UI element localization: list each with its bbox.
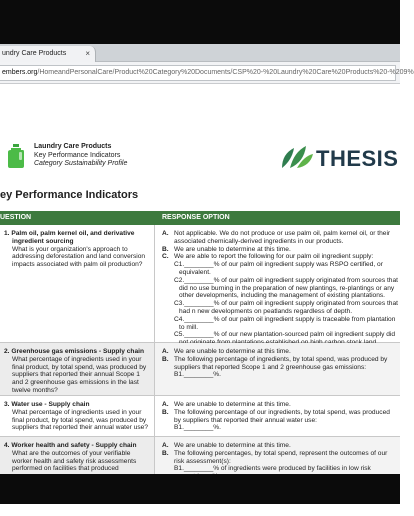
sub-option: C4.________% of our palm oil ingredient supply is traceable from plantation to mill.	[174, 315, 396, 331]
kpi-table	[0, 211, 400, 477]
sub-option: C5.________% of our new plantation-sourced palm oil ingredient supply did	[174, 331, 396, 339]
question-cell	[0, 225, 155, 342]
question-cell	[0, 343, 155, 395]
product-note: Category Sustainability Profile	[34, 160, 128, 167]
detergent-bottle-icon	[7, 144, 25, 168]
browser-address-bar	[0, 62, 414, 84]
response-cell	[155, 343, 400, 395]
response-option	[162, 450, 398, 466]
option-letter: B.	[162, 449, 169, 457]
product-subtitle: Key Performance Indicators	[34, 151, 121, 159]
bottom-margin	[0, 504, 400, 516]
response-option	[162, 230, 398, 246]
option-letter: A.	[162, 442, 169, 449]
option-letter: A.	[162, 230, 169, 237]
product-info	[34, 143, 127, 169]
option-letter: C.	[162, 253, 169, 261]
response-option	[162, 409, 398, 425]
option-text: We are unable to determine at this time.	[174, 401, 291, 408]
response-option	[162, 442, 398, 450]
sub-option: C2.________% of our palm oil ingredient supply originated from sources that did no use burning in the preparation of new plantings, re-plantings or any other developments, including the management of existing plantations.	[174, 276, 398, 300]
option-letter: B.	[162, 408, 169, 416]
response-cell	[155, 437, 400, 476]
option-text: We are unable to determine at this time.	[174, 245, 291, 253]
question-title: 3. Water use - Supply chain	[4, 401, 90, 408]
option-letter: B.	[162, 245, 169, 253]
device-bezel-top	[0, 0, 400, 44]
sub-option: C1.________% of our palm oil ingredient supply was RSPO certified, or equivalent.	[174, 261, 383, 276]
device-bezel-bottom	[0, 474, 400, 504]
close-icon[interactable]: ×	[85, 49, 90, 58]
page-margin	[0, 84, 400, 140]
option-letter: B.	[162, 355, 169, 363]
question-description: What is your organization's approach to addressing deforestation and land conversion impacts associated with palm oil production?	[12, 245, 146, 269]
logo-wordmark: THESIS	[316, 146, 399, 171]
option-text: The following percentage of ingredients, by total spend, was produced by suppliers that reported Scope 1 and 2 greenhouse gas emissions:	[174, 355, 388, 371]
response-cell	[155, 396, 400, 436]
sub-option: B1.________%.	[174, 371, 221, 379]
response-option	[162, 401, 398, 409]
question-title: 1. Palm oil, palm kernel oil, and derivative ingredient sourcing	[4, 230, 135, 245]
response-option	[162, 356, 398, 372]
question-title: 2. Greenhouse gas emissions - Supply chain	[4, 348, 144, 355]
question-description: What are the outcomes of your verifiable worker health and safety risk assessments performed on facilities that produced	[12, 449, 137, 473]
column-header-response: RESPONSE OPTION	[162, 214, 230, 221]
option-letter: A.	[162, 401, 169, 408]
sub-option: B1.________% of ingredients were produced by facilities in low risk	[174, 465, 371, 473]
table-header	[0, 211, 400, 225]
leaf-icon	[280, 144, 314, 170]
url-path: /HomeandPersonalCare/Product%20Category%20Documents/CSP%20-%20Laundry%20Care%20Products%20-%209%	[37, 69, 414, 76]
option-text: We are able to report the following for our palm oil ingredient supply:	[174, 253, 374, 261]
url-host: embers.org	[2, 69, 38, 76]
browser-tab-bar	[0, 44, 400, 62]
section-title: ey Performance Indicators	[0, 189, 139, 201]
option-text: We are unable to determine at this time.	[174, 348, 291, 355]
question-description: What percentage of ingredients used in your final product, by total spend, was produced by suppliers that reported their annual water use?	[12, 408, 148, 432]
table-row	[0, 225, 400, 343]
sub-option: B1.________%.	[174, 424, 221, 432]
option-text: The following percentages, by total spend, represent the outcomes of our risk assessment(s):	[174, 449, 388, 465]
column-header-question: UESTION	[0, 214, 32, 221]
question-cell	[0, 437, 155, 476]
url-input[interactable]	[0, 65, 414, 81]
sub-option: C3.________% of our palm oil ingredient supply originated from sources that had n new developments on peatlands regardless of depth.	[174, 300, 398, 315]
question-description: What percentage of ingredients used in your final product, by total spend, was produced by suppliers that reported their annual Scope 1 and 2 greenhouse gas emissions in the last twelve months?	[12, 355, 147, 394]
thesis-logo	[280, 144, 400, 172]
option-text: Not applicable. We do not produce or use palm oil, palm kernel oil, or their associated chemically-derived ingredients in our products.	[174, 230, 391, 245]
question-title: 4. Worker health and safety - Supply chain	[4, 442, 137, 449]
question-cell	[0, 396, 155, 436]
response-cell	[155, 225, 400, 342]
table-row	[0, 396, 400, 437]
option-letter: A.	[162, 348, 169, 355]
product-title: Laundry Care Products	[34, 143, 112, 150]
tab-title: undry Care Products	[2, 50, 67, 57]
option-text: We are unable to determine at this time.	[174, 442, 291, 449]
response-option	[162, 253, 398, 261]
response-option	[162, 348, 398, 356]
browser-tab[interactable]	[0, 46, 96, 62]
document-header	[0, 140, 400, 180]
table-row	[0, 343, 400, 396]
response-option	[162, 246, 398, 254]
table-row	[0, 437, 400, 477]
option-text: The following percentage of our ingredients, by total spend, was produced by suppliers that reported their annual water use:	[174, 408, 390, 424]
